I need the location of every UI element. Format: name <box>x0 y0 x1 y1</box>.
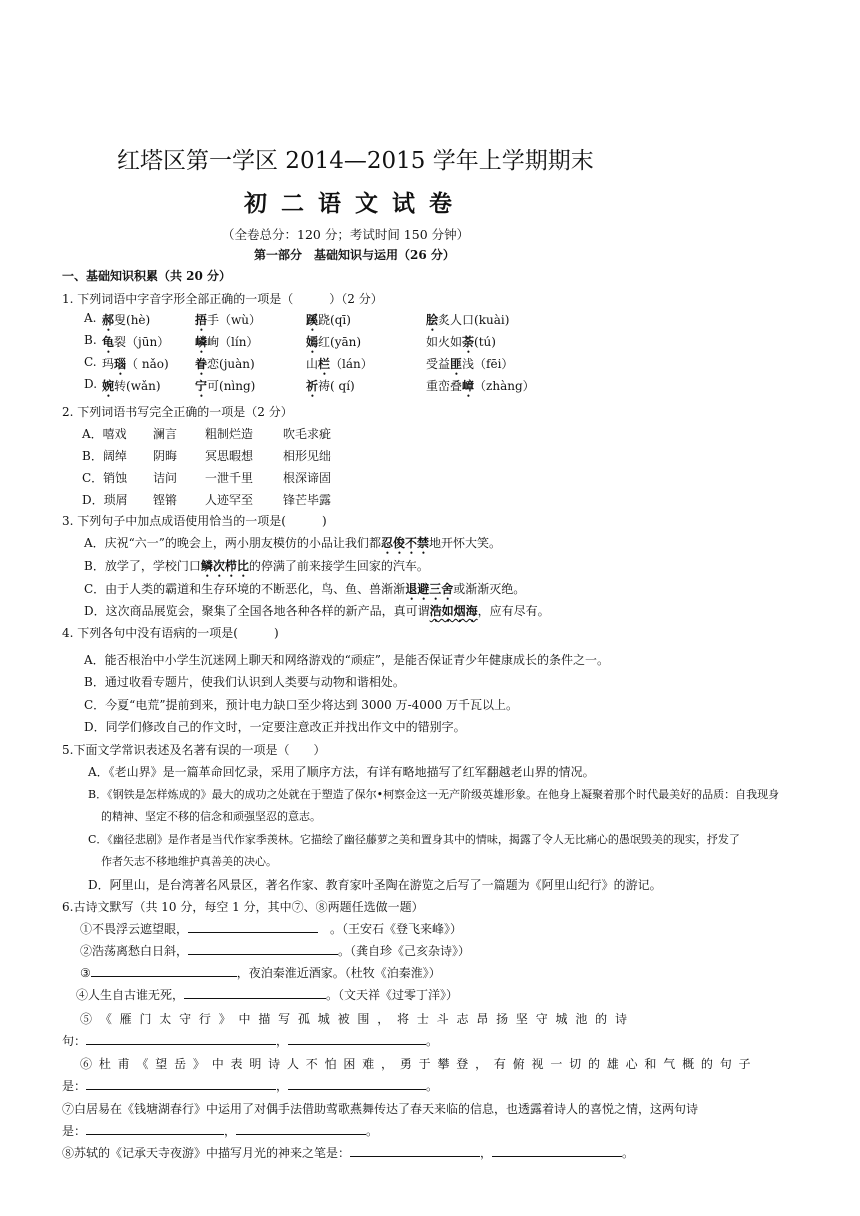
q5-option-a: A．《老山界》是一篇革命回忆录，采用了顺序方法，有详有略地描写了红军翻越老山界的情况。 <box>88 765 595 779</box>
q5-option-c-line2: 作者矢志不移地维护真善美的决心。 <box>101 855 277 868</box>
q2-stem: 2. 下列词语书写完全正确的一项是（2 分） <box>62 405 293 419</box>
q6-line5-prompt <box>80 1010 800 1027</box>
q2-a-w3: 粗制烂造 <box>205 427 254 441</box>
q4-option-b: B．通过收看专题片，使我们认识到人类要与动物和谐相处。 <box>84 675 405 689</box>
idiom-mark: 浩如烟海 <box>429 604 478 618</box>
q2-a-w2: 澜言 <box>153 427 178 441</box>
q2-c-w4: 根深谛固 <box>283 471 332 485</box>
justified-line: ⑤ 《 雁 门 太 守 行 》 中 描 写 孤 城 被 围 ， 将 士 斗 志 昂 扬 坚 守 城 池 的 诗 <box>80 1012 627 1026</box>
q3-option-b: B．放学了，学校门口鳞次栉比的停满了前来接学生回家的汽车。 <box>84 559 429 573</box>
q4-option-d: D．同学们修改自己的作文时，一定要注意改正并找出作文中的错别字。 <box>84 720 466 734</box>
q6-line8: ⑧苏轼的《记承天寺夜游》中描写月光的神来之笔是： ， 。 <box>62 1146 635 1160</box>
q3-stem: 3. 下列句子中加点成语使用恰当的一项是( ) <box>62 514 327 528</box>
q1-a-word1: 郝叟(hè) <box>102 313 151 327</box>
q1-d-word3: 祈祷( qí) <box>306 379 355 393</box>
answer-blank[interactable] <box>86 1122 224 1135</box>
q6-line7-prompt: ⑦白居易在《钱塘湖春行》中运用了对偶手法借助莺歌燕舞传达了春天来临的信息，也透露着诗人的喜悦之情，这两句诗 <box>62 1102 699 1116</box>
q1-c-word1: 玛瑙（ nǎo) <box>102 357 169 371</box>
q6-line5-answer: 句： ， 。 <box>62 1034 439 1048</box>
q1-c-word4: 受益匪浅（fēi） <box>426 357 514 371</box>
option-label: B. <box>84 333 97 347</box>
q6-line3: ③ ，夜泊秦淮近酒家。（杜牧《泊秦淮》） <box>80 966 441 980</box>
q2-a-w4: 吹毛求疵 <box>283 427 332 441</box>
q6-line7-answer: 是： ， 。 <box>62 1124 379 1138</box>
q3-option-d: D．这次商品展览会，聚集了全国各地各种各样的新产品，真可谓浩如烟海，应有尽有。 <box>84 604 550 618</box>
option-label: D. <box>84 377 98 391</box>
q6-line6-answer: 是： ， 。 <box>62 1079 439 1093</box>
answer-blank[interactable] <box>288 1032 426 1045</box>
exam-title: 初二语文试卷 <box>244 190 466 217</box>
q6-line1: ①不畏浮云遮望眼， 。（王安石《登飞来峰》） <box>80 922 463 936</box>
exam-info: （全卷总分：120 分；考试时间 150 分钟） <box>222 227 470 242</box>
answer-blank[interactable] <box>236 1122 366 1135</box>
q6-line6-prompt: ⑥ 杜 甫 《 望 岳 》 中 表 明 诗 人 不 怕 困 难 ， 勇 于 攀 登 ， 有 俯 视 一 切 的 雄 心 和 气 概 的 句 子 <box>80 1057 751 1071</box>
q1-d-word1: 婉转(wǎn) <box>102 379 161 393</box>
q1-a-word2: 捂手（wù） <box>195 313 262 327</box>
q1-b-word4: 如火如荼(tú) <box>426 335 496 349</box>
idiom-mark: 退避三舍 <box>405 582 454 596</box>
q5-option-b-line1: B．《钢铁是怎样炼成的》最大的成功之处就在于塑造了保尔•柯察金这一无产阶级英雄形象。在他身上凝聚着那个时代最美好的品质：自我现身 <box>88 788 780 801</box>
q2-d-w4: 锋芒毕露 <box>283 493 332 507</box>
q2-c-w1: C．销蚀 <box>82 471 128 485</box>
q2-d-w3: 人迹罕至 <box>205 493 254 507</box>
q4-stem: 4. 下列各句中没有语病的一项是( ) <box>62 626 279 640</box>
option-label: A. <box>84 311 97 325</box>
q6-line2: ②浩荡离愁白日斜， 。（龚自珍《己亥杂诗》） <box>80 944 471 958</box>
q1-b-word1: 龟裂（jūn） <box>102 335 170 349</box>
idiom-mark: 鳞次栉比 <box>200 559 249 573</box>
idiom-mark: 忍俊不禁 <box>380 536 429 550</box>
q2-d-w1: D．琐屑 <box>82 493 128 507</box>
answer-blank[interactable] <box>188 920 318 933</box>
q4-option-a: A．能否根治中小学生沉迷网上聊天和网络游戏的“顽症”，是能否保证青少年健康成长的条件之一。 <box>84 653 609 667</box>
q2-c-w3: 一泄千里 <box>205 471 254 485</box>
answer-blank[interactable] <box>492 1144 622 1157</box>
q6-line4: ④人生自古谁无死， 。（文天祥《过零丁洋》） <box>76 988 459 1002</box>
q2-b-w2: 阴晦 <box>153 449 178 463</box>
q2-c-w2: 诘问 <box>153 471 178 485</box>
section-title: 一、基础知识积累（共 20 分） <box>62 269 232 283</box>
q1-a-word4: 脍炙人口(kuài) <box>426 313 510 327</box>
school-title: 红塔区第一学区 2014—2015 学年上学期期末 <box>117 148 594 174</box>
q1-b-word2: 嶙峋（lín） <box>195 335 259 349</box>
answer-blank[interactable] <box>86 1077 276 1090</box>
q2-a-w1: A．嘻戏 <box>82 427 127 441</box>
answer-blank[interactable] <box>188 942 338 955</box>
q5-option-d: D．阿里山，是台湾著名风景区，著名作家、教育家叶圣陶在游览之后写了一篇题为《阿里山纪行》的游记。 <box>88 878 662 892</box>
option-label: C. <box>84 355 97 369</box>
answer-blank[interactable] <box>91 964 237 977</box>
q2-b-w1: B．阔绰 <box>82 449 127 463</box>
q5-option-c-line1: C．《幽径悲剧》是作者是当代作家季羡林。它描绘了幽径藤萝之美和置身其中的情味，揭露了令人无比痛心的愚氓毁美的现实，抒发了 <box>88 833 740 846</box>
q5-stem: 5.下面文学常识表述及名著有误的一项是（ ） <box>62 743 326 757</box>
q1-b-word3: 嫣红(yān) <box>306 335 362 349</box>
q1-stem: 1. 下列词语中字音字形全部正确的一项是（ ）（2 分） <box>62 292 383 306</box>
q1-a-word3: 蹊跷(qī) <box>306 313 351 327</box>
q1-d-word2: 宁可(nìng) <box>195 379 256 393</box>
part-title: 第一部分 基础知识与运用（26 分） <box>254 248 455 262</box>
q1-c-word3: 山栏（lán） <box>306 357 373 371</box>
q3-option-c: C．由于人类的霸道和生存环境的不断恶化，鸟、鱼、兽渐渐退避三舍或渐渐灭绝。 <box>84 582 526 596</box>
q1-c-word2: 眷恋(juàn) <box>195 357 255 371</box>
q2-b-w4: 相形见绌 <box>283 449 332 463</box>
answer-blank[interactable] <box>350 1144 480 1157</box>
q2-b-w3: 冥思暇想 <box>205 449 254 463</box>
answer-blank[interactable] <box>288 1077 426 1090</box>
q1-d-word4: 重峦叠嶂（zhàng） <box>426 379 535 393</box>
q3-option-a: A．庆祝“六一”的晚会上，两小朋友模仿的小品让我们都忍俊不禁地开怀大笑。 <box>84 536 501 550</box>
q4-option-c: C．今夏“电荒”提前到来，预计电力缺口至少将达到 3000 万-4000 万千瓦以上。 <box>84 698 519 712</box>
q2-d-w2: 铿锵 <box>153 493 178 507</box>
answer-blank[interactable] <box>86 1032 276 1045</box>
answer-blank[interactable] <box>184 986 326 999</box>
q6-stem: 6.古诗文默写（共 10 分，每空 1 分，其中⑦、⑧两题任选做一题） <box>62 900 424 914</box>
q5-option-b-line2: 的精神、坚定不移的信念和顽强坚忍的意志。 <box>101 810 321 823</box>
